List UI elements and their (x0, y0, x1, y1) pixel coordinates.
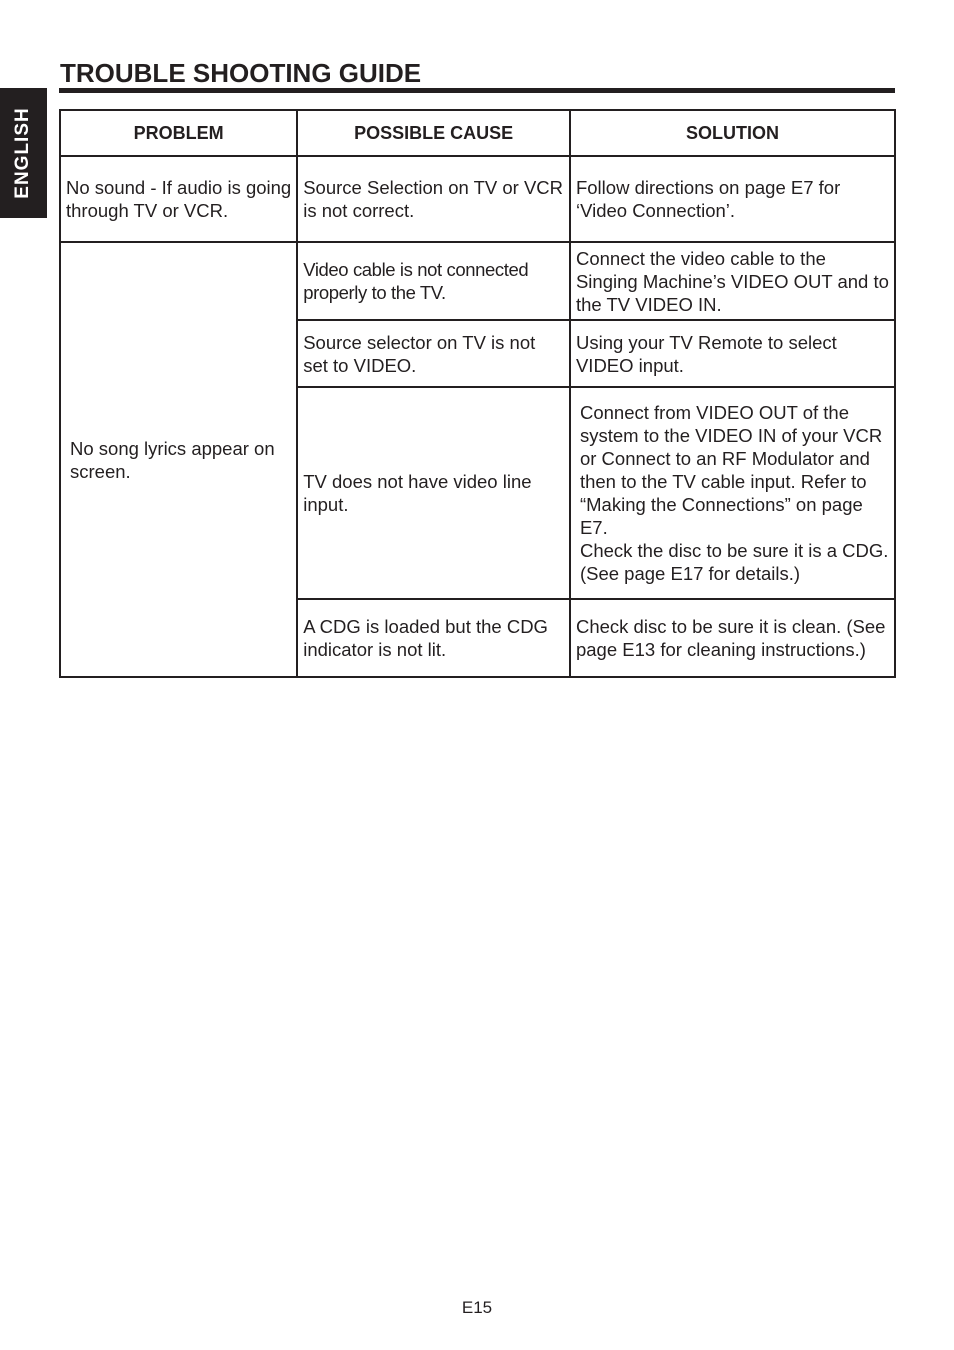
cause-cell: Source selector on TV is not set to VIDEO. (297, 320, 570, 387)
solution-cell: Check disc to be sure it is clean. (See page E13 for cleaning instructions.) (570, 599, 895, 677)
solution-cell: Connect the video cable to the Singing Machine’s VIDEO OUT and to the TV VIDEO IN. (570, 242, 895, 320)
page-number: E15 (461, 1298, 493, 1317)
language-tab (0, 88, 47, 218)
solution-extra-text: Check the disc to be sure it is a CDG. (See page E17 for details.) (579, 540, 889, 584)
problem-cell: No song lyrics appear on screen. (60, 242, 297, 677)
header-solution: SOLUTION (570, 110, 895, 156)
table-row (60, 156, 895, 242)
table-row (60, 242, 895, 320)
cause-cell: Video cable is not connected properly to the TV. (297, 242, 570, 320)
cause-cell: Source Selection on TV or VCR is not correct. (297, 156, 570, 242)
page-title: TROUBLE SHOOTING GUIDE (60, 58, 422, 88)
solution-text: Connect from VIDEO OUT of the system to the VIDEO IN of your VCR or Connect to an RF Modulator and then to the TV cable input. Refer to “Making the Connections” on page E7. (579, 402, 883, 538)
cause-cell: TV does not have video line input. (297, 387, 570, 599)
solution-cell: Using your TV Remote to select VIDEO input. (570, 320, 895, 387)
title-rule (59, 88, 895, 93)
table-header-row (60, 110, 895, 156)
header-possible-cause: POSSIBLE CAUSE (297, 110, 570, 156)
header-problem: PROBLEM (60, 110, 297, 156)
solution-cell: Follow directions on page E7 for ‘Video Connection’. (570, 156, 895, 242)
solution-cell (570, 387, 895, 599)
problem-cell: No sound - If audio is going through TV or VCR. (60, 156, 297, 242)
cause-cell: A CDG is loaded but the CDG indicator is not lit. (297, 599, 570, 677)
language-tab-label: ENGLISH (12, 107, 33, 199)
troubleshooting-table (59, 109, 896, 678)
